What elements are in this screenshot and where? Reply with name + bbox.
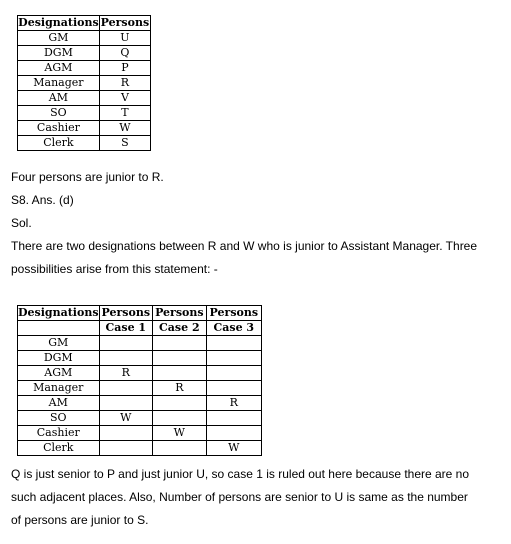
case-2-cell bbox=[153, 336, 207, 351]
case-3-cell: R bbox=[206, 396, 261, 411]
designation-cell: DGM bbox=[18, 351, 100, 366]
person-cell: U bbox=[99, 31, 150, 46]
table-header-row bbox=[18, 306, 262, 321]
case-3-cell bbox=[206, 351, 261, 366]
designation-cell: AGM bbox=[18, 61, 100, 76]
table-row bbox=[18, 46, 151, 61]
case-1-cell bbox=[99, 426, 153, 441]
case-2-cell: W bbox=[153, 426, 207, 441]
designation-cell: GM bbox=[18, 31, 100, 46]
person-cell: S bbox=[99, 136, 150, 151]
designation-cell: AM bbox=[18, 91, 100, 106]
table-row bbox=[18, 336, 262, 351]
column-subheader: Case 3 bbox=[206, 321, 261, 336]
column-header: Designations bbox=[18, 306, 99, 319]
column-header: Designations bbox=[18, 16, 99, 29]
conclusion-text-line: of persons are junior to S. bbox=[11, 513, 149, 527]
conclusion-text-line: such adjacent places. Also, Number of persons are senior to U is same as the number bbox=[11, 490, 468, 504]
solution-label: Sol. bbox=[11, 216, 32, 230]
conclusion-text-line: Q is just senior to P and just junior U, so case 1 is ruled out here because there are no bbox=[11, 467, 470, 481]
table-row bbox=[18, 366, 262, 381]
solution-text-line: There are two designations between R and W who is junior to Assistant Manager. Three bbox=[11, 239, 478, 253]
table-subheader-row bbox=[18, 321, 262, 336]
case-3-cell bbox=[206, 411, 261, 426]
answer-label: S8. Ans. (d) bbox=[11, 193, 74, 207]
case-1-cell bbox=[99, 441, 153, 456]
case-2-cell bbox=[153, 441, 207, 456]
column-subheader bbox=[18, 321, 100, 336]
case-2-cell bbox=[153, 411, 207, 426]
solution-text-line: possibilities arise from this statement: - bbox=[11, 262, 218, 276]
table-row bbox=[18, 61, 151, 76]
case-2-cell: R bbox=[153, 381, 207, 396]
case-3-cell bbox=[206, 381, 261, 396]
table-row bbox=[18, 106, 151, 121]
table-row bbox=[18, 136, 151, 151]
case-1-cell bbox=[99, 381, 153, 396]
column-subheader: Case 1 bbox=[99, 321, 153, 336]
column-subheader: Case 2 bbox=[153, 321, 207, 336]
designation-cell: SO bbox=[18, 411, 100, 426]
case-3-cell bbox=[206, 366, 261, 381]
cases-table bbox=[17, 305, 262, 456]
designation-cell: Manager bbox=[18, 381, 100, 396]
designation-cell: Cashier bbox=[18, 121, 100, 136]
table-row bbox=[18, 411, 262, 426]
person-cell: T bbox=[99, 106, 150, 121]
column-header: Persons bbox=[100, 16, 150, 29]
junior-to-r-statement: Four persons are junior to R. bbox=[11, 170, 164, 184]
case-1-cell bbox=[99, 396, 153, 411]
designation-cell: DGM bbox=[18, 46, 100, 61]
person-cell: Q bbox=[99, 46, 150, 61]
case-2-cell bbox=[153, 396, 207, 411]
person-cell: R bbox=[99, 76, 150, 91]
table-row bbox=[18, 76, 151, 91]
person-cell: V bbox=[99, 91, 150, 106]
table-header-row bbox=[18, 16, 151, 31]
case-3-cell: W bbox=[206, 441, 261, 456]
case-1-cell: R bbox=[99, 366, 153, 381]
designation-cell: SO bbox=[18, 106, 100, 121]
column-header: Persons bbox=[99, 306, 153, 321]
designation-cell: Clerk bbox=[18, 136, 100, 151]
person-cell: P bbox=[99, 61, 150, 76]
person-cell: W bbox=[99, 121, 150, 136]
column-header: Persons bbox=[206, 306, 261, 321]
case-3-cell bbox=[206, 336, 261, 351]
designation-cell: Clerk bbox=[18, 441, 100, 456]
table-row bbox=[18, 121, 151, 136]
column-header: Persons bbox=[153, 306, 207, 321]
case-1-cell: W bbox=[99, 411, 153, 426]
case-3-cell bbox=[206, 426, 261, 441]
case-2-cell bbox=[153, 351, 207, 366]
case-2-cell bbox=[153, 366, 207, 381]
table-row bbox=[18, 426, 262, 441]
designation-cell: Cashier bbox=[18, 426, 100, 441]
designation-cell: GM bbox=[18, 336, 100, 351]
designation-cell: Manager bbox=[18, 76, 100, 91]
table-row bbox=[18, 441, 262, 456]
designation-cell: AM bbox=[18, 396, 100, 411]
case-1-cell bbox=[99, 336, 153, 351]
table-row bbox=[18, 351, 262, 366]
table-row bbox=[18, 381, 262, 396]
table-row bbox=[18, 396, 262, 411]
table-row bbox=[18, 91, 151, 106]
designation-persons-table bbox=[17, 15, 151, 151]
case-1-cell bbox=[99, 351, 153, 366]
table-row bbox=[18, 31, 151, 46]
designation-cell: AGM bbox=[18, 366, 100, 381]
